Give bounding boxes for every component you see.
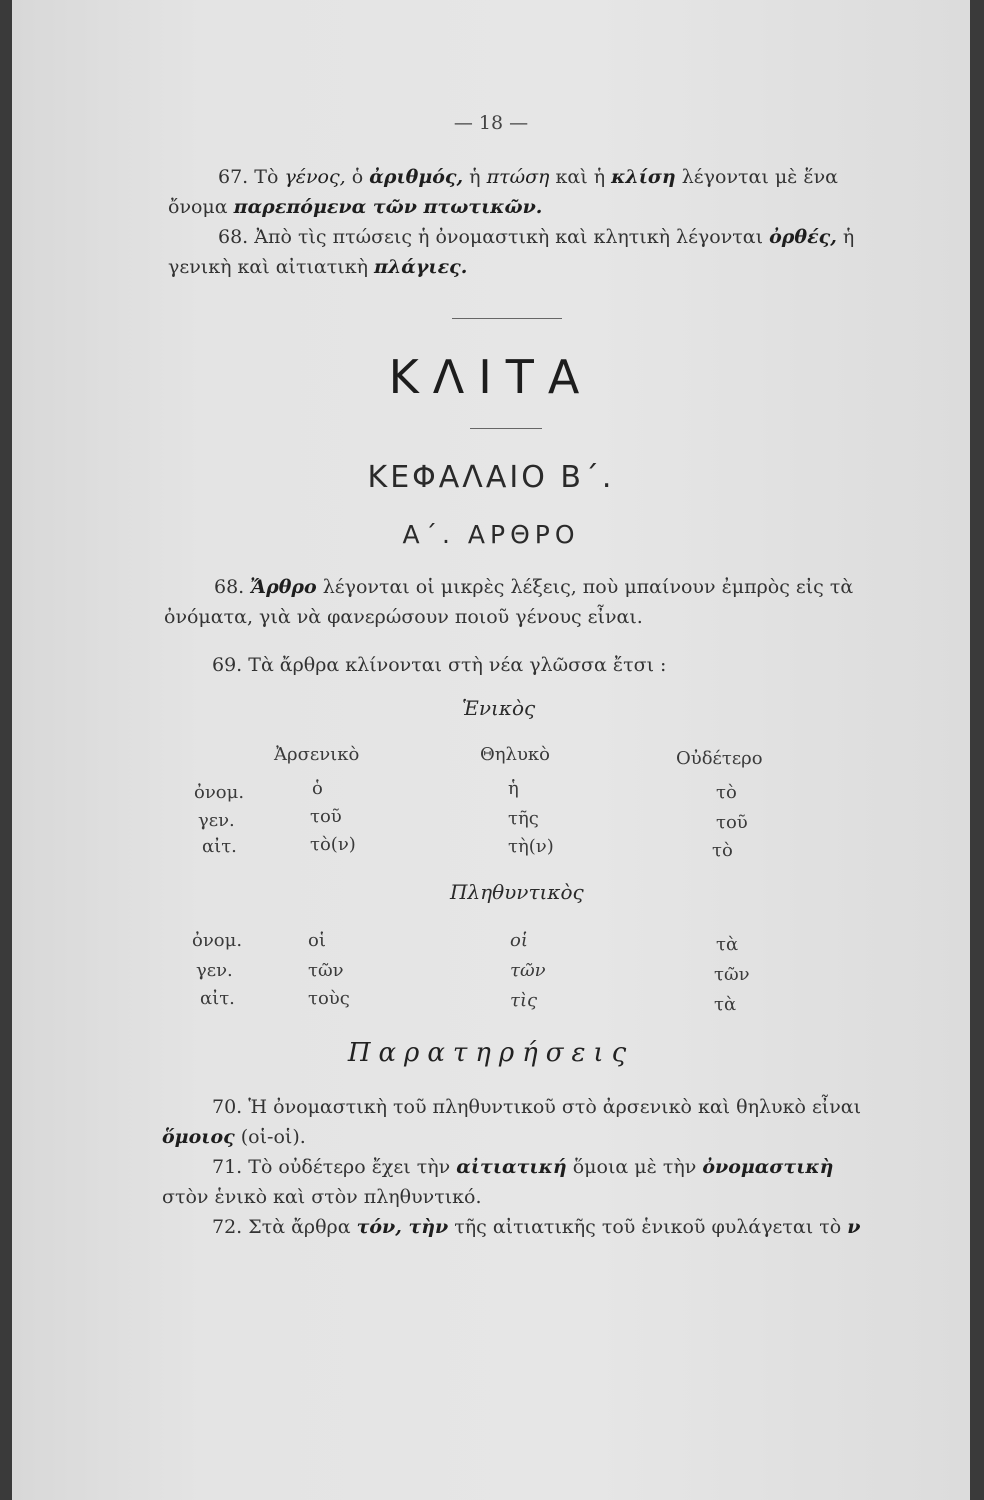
paragraph-number: 71.: [212, 1156, 243, 1178]
case-label: γεν.: [196, 960, 233, 981]
cell: τὰ: [714, 994, 737, 1015]
paragraph-71: 71. Τὸ οὐδέτερο ἔχει τὴν αἰτιατική ὅμοια μὲ τὴν ὀνομαστικὴ στὸν ἑνικὸ καὶ στὸν πληθυντικό.: [162, 1156, 834, 1208]
cell: τὸ(ν): [310, 834, 356, 855]
divider-top: [452, 318, 562, 319]
chapter-heading: ΚΕΦΑΛΑΙΟ Β΄.: [367, 460, 615, 495]
paragraph-68-cases: 68. Ἀπὸ τὶς πτώσεις ἡ ὀνομαστικὴ καὶ κλητικὴ λέγονται ὀρθές, ἡ γενικὴ καὶ αἰτιατικὴ πλάγιες.: [168, 226, 855, 278]
paragraph-72: 72. Στὰ ἄρθρα τόν, τὴν τῆς αἰτιατικῆς τοῦ ἑνικοῦ φυλάγεται τὸ ν: [212, 1216, 861, 1238]
cell: τὴ(ν): [508, 836, 554, 857]
cell: τῶν: [510, 960, 546, 981]
section-title: ΚΛΙΤΑ: [388, 350, 594, 404]
paragraph-67: 67. Τὸ γένος, ὁ ἀριθμός, ἡ πτώση καὶ ἡ κλίση λέγονται μὲ ἕνα ὄνομα παρεπόμενα τῶν πτωτικῶν.: [168, 166, 838, 218]
plural-title: Πληθυντικὸς: [450, 880, 584, 904]
paragraph-number: 69.: [212, 654, 243, 676]
page-number: — 18 —: [453, 112, 529, 134]
header-neuter: Οὐδέτερο: [676, 748, 763, 769]
paragraph-number: 68.: [214, 576, 245, 598]
paragraph-number: 68.: [218, 226, 249, 248]
cell: τὰ: [716, 934, 739, 955]
cell: τῶν: [308, 960, 344, 981]
cell: τὶς: [510, 990, 538, 1011]
paragraph-68-article: 68. Ἄρθρο λέγονται οἱ μικρὲς λέξεις, ποὺ μπαίνουν ἐμπρὸς εἰς τὰ ὀνόματα, γιὰ νὰ φανερώσουν ποιοῦ γένους εἶναι.: [164, 576, 854, 628]
paragraph-70: 70. Ἡ ὀνομαστικὴ τοῦ πληθυντικοῦ στὸ ἀρσενικὸ καὶ θηλυκὸ εἶναι ὅμοιος (οἱ-οἱ).: [162, 1096, 862, 1148]
cell: τοῦ: [310, 806, 342, 827]
cell: τὸ: [716, 782, 737, 803]
case-label: αἰτ.: [200, 988, 235, 1009]
singular-title: Ἑνικὸς: [462, 696, 536, 720]
cell: τὸ: [712, 840, 733, 861]
cell: οἱ: [510, 930, 528, 951]
subsection-heading: Α΄. ΑΡΘΡΟ: [402, 520, 580, 549]
cell: τῆς: [508, 808, 539, 829]
cell: τοὺς: [308, 988, 350, 1009]
case-label: ὀνομ.: [192, 930, 243, 951]
cell: τῶν: [714, 964, 750, 985]
header-feminine: Θηλυκὸ: [480, 744, 550, 765]
divider-bottom: [470, 428, 542, 429]
scanned-page: [12, 0, 970, 1500]
case-label: ὀνομ.: [194, 782, 245, 803]
observations-title: Παρατηρήσεις: [347, 1038, 635, 1068]
paragraph-number: 72.: [212, 1216, 243, 1238]
paragraph-70-72: [162, 1092, 874, 1242]
cell: ἡ: [508, 778, 519, 799]
header-masculine: Ἀρσενικὸ: [274, 744, 360, 765]
cell: οἱ: [308, 930, 326, 951]
cell: τοῦ: [716, 812, 748, 833]
cell: ὁ: [312, 778, 323, 799]
paragraph-number: 70.: [212, 1096, 243, 1118]
case-label: αἰτ.: [202, 836, 237, 857]
case-label: γεν.: [198, 810, 235, 831]
paragraph-number: 67.: [218, 166, 249, 188]
paragraph-69: 69. Τὰ ἄρθρα κλίνονται στὴ νέα γλῶσσα ἔτσι :: [212, 654, 667, 676]
